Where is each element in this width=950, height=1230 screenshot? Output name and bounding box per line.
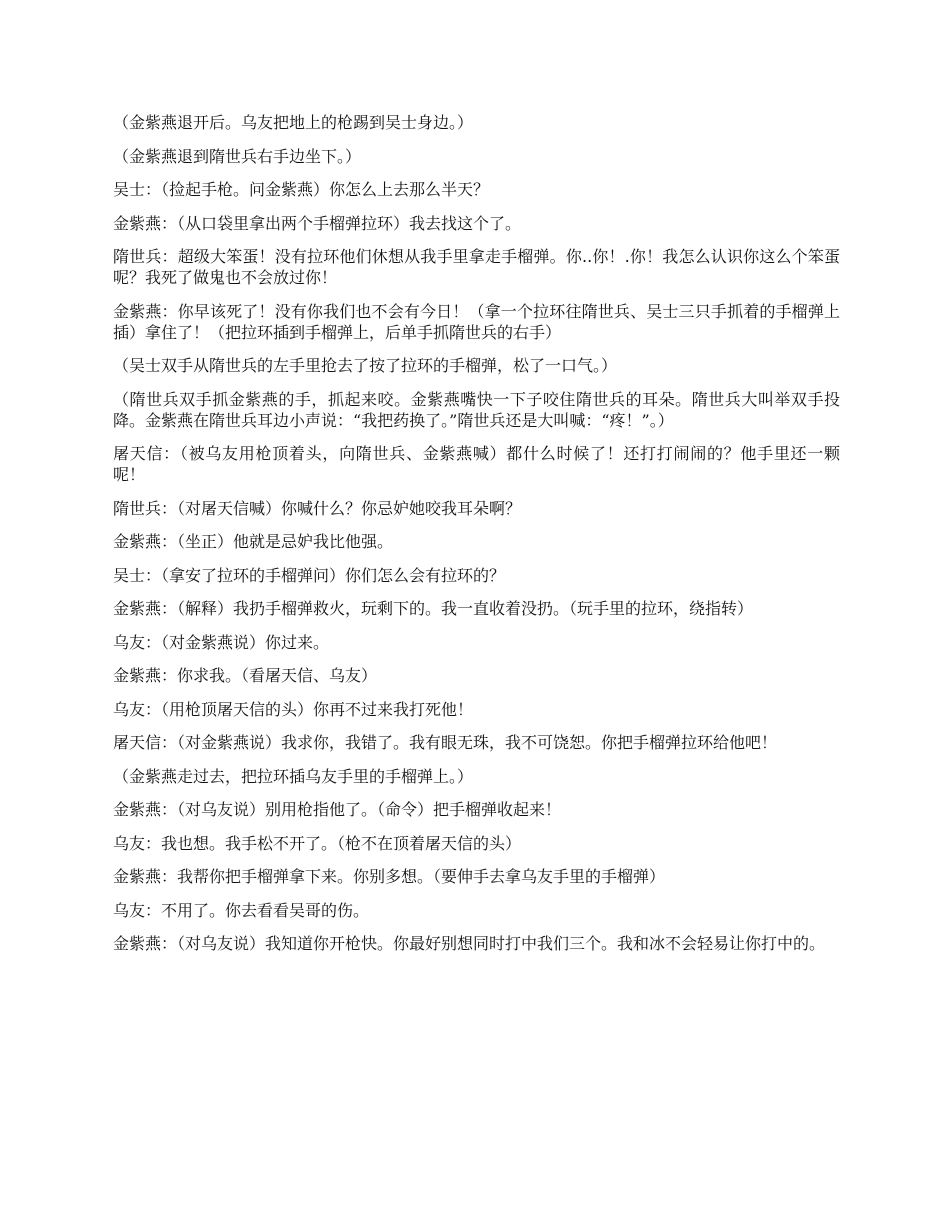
paragraph-15: 金紫燕：你求我。（看屠天信、乌友）: [113, 666, 378, 685]
paragraph-17: 屠天信：（对金紫燕说）我求你，我错了。我有眼无珠，我不可饶恕。你把手榴弹拉环给他吧！: [113, 733, 778, 752]
paragraph-1: （金紫燕退开后。乌友把地上的枪踢到吴士身边。）: [113, 113, 474, 132]
paragraph-5: 隋世兵：超级大笨蛋！没有拉环他们休想从我手里拿走手榴弹。你..你！.你！我怎么认识你这么个笨蛋呢？我死了做鬼也不会放过你！: [113, 247, 840, 287]
paragraph-11: 金紫燕：（坐正）他就是忌妒我比他强。: [113, 532, 394, 551]
paragraph-21: 金紫燕：我帮你把手榴弹拿下来。你别多想。（要伸手去拿乌友手里的手榴弹）: [113, 867, 666, 886]
paragraph-3: 吴士：（捡起手枪。问金紫燕）你怎么上去那么半天？: [113, 180, 490, 199]
paragraph-7: （吴士双手从隋世兵的左手里抢去了按了拉环的手榴弹，松了一口气。）: [113, 356, 618, 375]
paragraph-2: （金紫燕退到隋世兵右手边坐下。）: [113, 146, 362, 166]
paragraph-4: 金紫燕：（从口袋里拿出两个手榴弹拉环）我去找这个了。: [113, 213, 522, 233]
paragraph-19: 金紫燕：（对乌友说）别用枪指他了。（命令）把手榴弹收起来！: [113, 800, 562, 819]
paragraph-8: （隋世兵双手抓金紫燕的手，抓起来咬。金紫燕嘴快一下子咬住隋世兵的耳朵。隋世兵大叫举双手投降。金紫燕在隋世兵耳边小声说：“我把药换了。”隋世兵还是大叫喊：“疼！”。）: [113, 389, 840, 430]
paragraph-13: 金紫燕：（解释）我扔手榴弹救火，玩剩下的。我一直收着没扔。（玩手里的拉环，绕指转）: [113, 599, 754, 618]
script-text: [113, 112, 840, 967]
paragraph-18: （金紫燕走过去，把拉环插乌友手里的手榴弹上。）: [113, 766, 474, 786]
paragraph-9: 屠天信：（被乌友用枪顶着头，向隋世兵、金紫燕喊）都什么时候了！还打打闹闹的？他手里还一颗呢！: [113, 444, 840, 484]
paragraph-10: 隋世兵：（对屠天信喊）你喊什么？你忌妒她咬我耳朵啊？: [113, 498, 522, 518]
paragraph-12: 吴士：（拿安了拉环的手榴弹问）你们怎么会有拉环的？: [113, 565, 506, 585]
paragraph-20: 乌友：我也想。我手松不开了。（枪不在顶着屠天信的头）: [113, 833, 522, 853]
paragraph-22: 乌友：不用了。你去看看吴哥的伤。: [113, 900, 370, 920]
paragraph-16: 乌友：（用枪顶屠天信的头）你再不过来我打死他！: [113, 699, 474, 719]
paragraph-6: 金紫燕：你早该死了！没有你我们也不会有今日！（拿一个拉环往隋世兵、吴士三只手抓着的手榴弹上插）拿住了！（把拉环插到手榴弹上，后单手抓隋世兵的右手）: [113, 301, 840, 342]
paragraph-23: 金紫燕：（对乌友说）我知道你开枪快。你最好别想同时打中我们三个。我和冰不会轻易让你打中的。: [113, 934, 826, 953]
paragraph-14: 乌友：（对金紫燕说）你过来。: [113, 632, 330, 652]
